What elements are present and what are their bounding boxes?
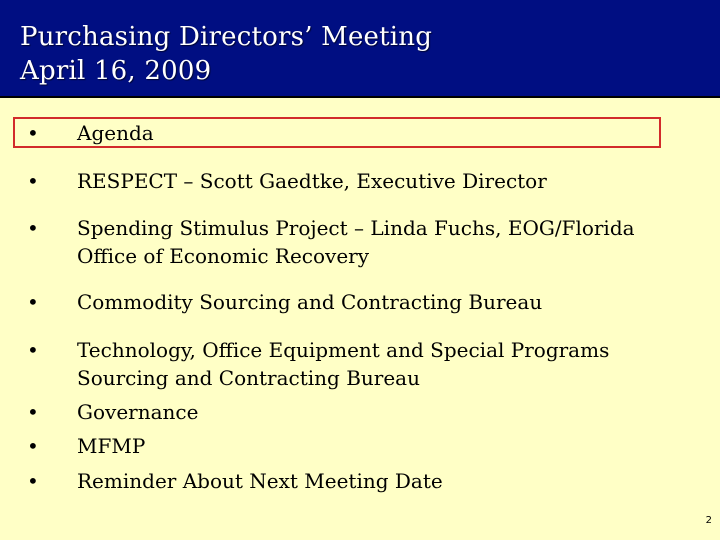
slide-date: April 16, 2009 <box>20 56 212 86</box>
agenda-item-text: RESPECT – Scott Gaedtke, Executive Director <box>77 169 547 193</box>
bullet: • <box>27 216 39 240</box>
bullet: • <box>27 169 39 193</box>
agenda-item-text: Commodity Sourcing and Contracting Bureau <box>77 290 543 314</box>
bullet: • <box>27 469 39 493</box>
agenda-item-text: Agenda <box>77 121 154 145</box>
bullet: • <box>27 290 39 314</box>
agenda-item-text-line1: Technology, Office Equipment and Special Programs <box>77 338 610 362</box>
slide-title: Purchasing Directors’ Meeting <box>20 22 433 52</box>
agenda-item-text: Governance <box>77 400 199 424</box>
bullet: • <box>27 338 39 362</box>
agenda-item-text-line2: Sourcing and Contracting Bureau <box>77 366 420 390</box>
agenda-item-text-line2: Office of Economic Recovery <box>77 244 370 268</box>
bullet: • <box>27 400 39 424</box>
agenda-item-text-line1: Spending Stimulus Project – Linda Fuchs, EOG/Florida <box>77 216 635 240</box>
bullet: • <box>27 434 39 458</box>
agenda-item-text: Reminder About Next Meeting Date <box>77 469 443 493</box>
title-bar <box>0 0 720 98</box>
agenda-item-text: MFMP <box>77 434 146 458</box>
bullet: • <box>27 121 39 145</box>
page-number: 2 <box>705 515 712 526</box>
